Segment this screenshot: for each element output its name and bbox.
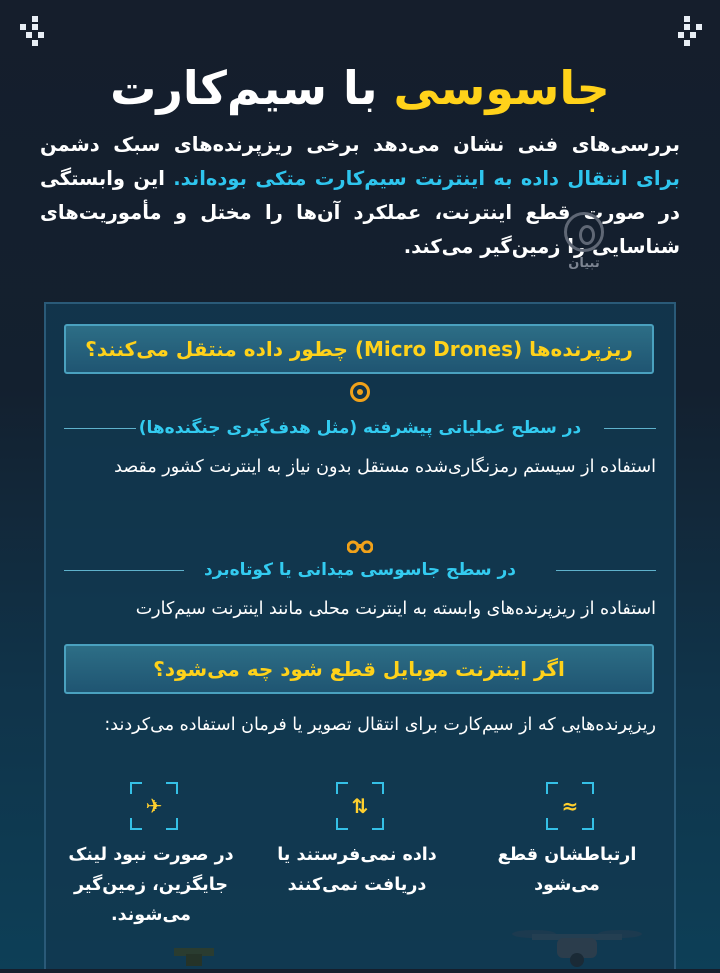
- binoculars-icon: [347, 538, 373, 552]
- intro-part2: این وابستگی در صورت قطع اینترنت، عملکرد آن‌ها را مختل و مأموریت‌های شناسایی را زمین‌گیر می‌کند.: [40, 167, 680, 258]
- feature-text-1: ارتباطشان قطع می‌شود: [497, 845, 637, 895]
- watermark-logo: [556, 212, 612, 271]
- drone-illustration: [512, 920, 642, 969]
- tebyan-logo-icon: [564, 212, 604, 252]
- watermark-text: تبیان: [568, 256, 600, 271]
- intro-highlight: برای انتقال داده به اینترنت سیم‌کارت متکی بوده‌اند.: [173, 167, 680, 190]
- intro-part1: بررسی‌های فنی نشان می‌دهد برخی ریزپرنده‌های سبک دشمن: [40, 133, 680, 156]
- feature-text-2: داده نمی‌فرستند یا دریافت نمی‌کنند: [277, 845, 437, 895]
- item2-text: استفاده از ریزپرنده‌های وابسته به اینترنت محلی مانند اینترنت سیم‌کارت: [135, 599, 656, 619]
- data-arrows-icon: ⇅: [336, 782, 384, 830]
- item1-heading-text: در سطح عملیاتی پیشرفته (مثل هدف‌گیری جنگنده‌ها): [138, 418, 582, 438]
- landing-drone-icon: ✈: [130, 782, 178, 830]
- item1-heading: [64, 416, 656, 440]
- item2-heading-text: در سطح جاسوسی میدانی یا کوتاه‌برد: [203, 560, 517, 580]
- section2-title: اگر اینترنت موبایل قطع شود چه می‌شود؟: [64, 644, 654, 694]
- corner-decoration-left: [20, 16, 50, 46]
- signal-off-icon: ≈: [546, 782, 594, 830]
- title-rest: با سیم‌کارت: [110, 61, 378, 115]
- feature-text-3: در صورت نبود لینک جایگزین، زمین‌گیر می‌شوند.: [68, 845, 234, 925]
- divider-line: [556, 570, 656, 571]
- section2-text: ریزپرنده‌هایی که از سیم‌کارت برای انتقال تصویر یا فرمان استفاده می‌کردند:: [104, 715, 656, 735]
- item1-text: استفاده از سیستم رمزنگاری‌شده مستقل بدون نیاز به اینترنت کشور مقصد: [114, 457, 656, 477]
- drone-illustration-small: [164, 940, 224, 969]
- title-highlight: جاسوسی: [393, 61, 610, 115]
- divider-line: [604, 428, 656, 429]
- divider-line: [64, 570, 184, 571]
- corner-decoration-right: [678, 16, 708, 46]
- section1-title: ریزپرنده‌ها (Micro Drones) چطور داده منتقل می‌کنند؟: [64, 324, 654, 374]
- item2-heading: [64, 558, 656, 582]
- target-icon: [350, 382, 370, 402]
- divider-line: [64, 428, 136, 429]
- page-title: [0, 58, 720, 118]
